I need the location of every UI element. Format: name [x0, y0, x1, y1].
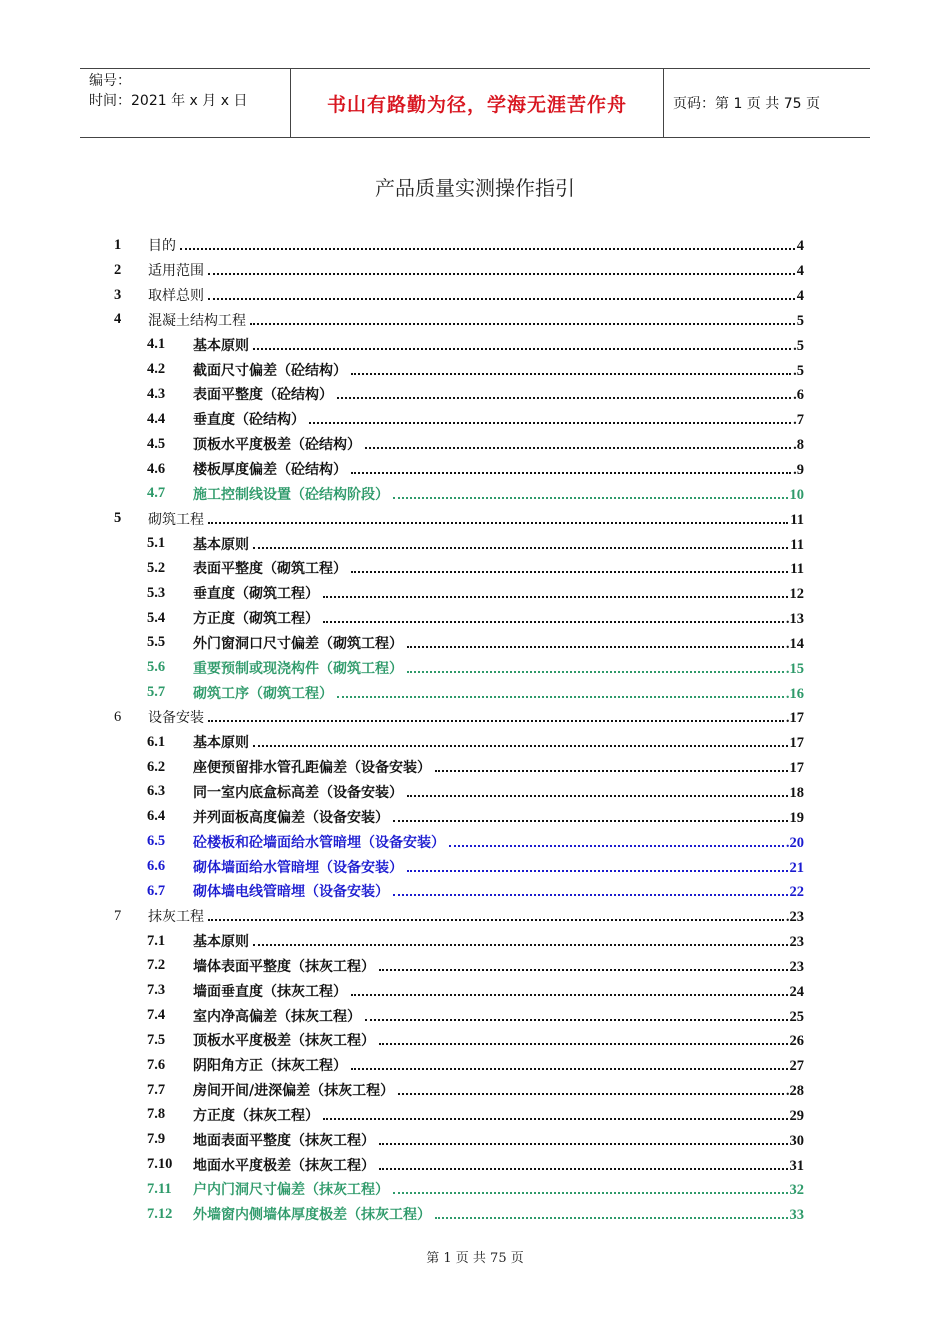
toc-entry-line	[193, 335, 804, 355]
toc-entry[interactable]	[0, 854, 950, 879]
toc-entry[interactable]	[0, 1028, 950, 1053]
toc-entry-label: 设备安装	[148, 710, 204, 727]
toc-entry[interactable]	[0, 631, 950, 656]
toc-entry[interactable]	[0, 506, 950, 531]
toc-entry-label: 楼板厚度偏差（砼结构）	[193, 462, 347, 479]
toc-entry-label: 外门窗洞口尺寸偏差（砌筑工程）	[193, 635, 403, 652]
toc-entry-label: 表面平整度（砼结构）	[193, 387, 333, 404]
toc-entry-label: 垂直度（砌筑工程）	[193, 586, 319, 603]
toc-entry[interactable]	[0, 357, 950, 382]
toc-entry-page: 11	[790, 536, 804, 553]
toc-entry-line	[193, 732, 804, 752]
toc-entry-label: 基本原则	[193, 337, 249, 354]
toc-leader-dots	[398, 1092, 784, 1095]
toc-entry-line	[193, 1055, 804, 1075]
toc-entry[interactable]	[0, 978, 950, 1003]
toc-entry-page: 17	[789, 735, 804, 752]
toc-entry-line	[193, 1130, 804, 1150]
toc-entry-page: .8	[793, 437, 804, 454]
toc-entry-label: 同一室内底盒标高差（设备安装）	[193, 784, 403, 801]
toc-entry-number: 4.2	[147, 361, 166, 378]
toc-leader-dots	[337, 695, 784, 698]
toc-entry-page: 10	[789, 486, 804, 503]
toc-entry-page: .23	[785, 909, 804, 926]
toc-entry-line	[193, 1179, 804, 1199]
toc-entry[interactable]	[0, 879, 950, 904]
toc-entry[interactable]	[0, 730, 950, 755]
toc-entry-line	[193, 807, 804, 827]
toc-entry-label: 砼楼板和砼墙面给水管暗埋（设备安装）	[193, 834, 445, 851]
toc-entry-number: 7.3	[147, 982, 166, 999]
toc-entry-label: 室内净高偏差（抹灰工程）	[193, 1008, 361, 1025]
toc-entry-line	[193, 1204, 804, 1224]
toc-entry-number: 6.5	[147, 833, 166, 850]
header-meta	[80, 69, 291, 137]
toc-entry-page: 29	[789, 1107, 804, 1124]
toc-entry[interactable]	[0, 432, 950, 457]
toc-entry-label: 基本原则	[193, 735, 249, 752]
toc-leader-dots	[323, 595, 788, 598]
toc-entry-page: 23	[789, 958, 804, 975]
toc-entry-label: 基本原则	[193, 934, 249, 951]
toc-leader-dots	[253, 546, 788, 549]
toc-entry-line	[148, 906, 804, 926]
page-footer: 第 1 页 共 75 页	[426, 1251, 524, 1266]
toc-entry-page: 4	[796, 288, 804, 305]
toc-entry-page: 19	[789, 809, 804, 826]
toc-entry-number: 7.1	[147, 932, 166, 949]
toc-entry[interactable]	[0, 829, 950, 854]
toc-entry-page: 4	[796, 238, 804, 255]
toc-entry-label: 施工控制线设置（砼结构阶段）	[193, 486, 389, 503]
toc-leader-dots	[208, 719, 784, 722]
toc-entry-label: 方正度（抹灰工程）	[193, 1107, 319, 1124]
toc-entry-number: 5.3	[147, 584, 166, 601]
toc-entry-label: 适用范围	[148, 263, 204, 280]
toc-entry-line	[148, 285, 804, 305]
toc-entry-page: .5	[793, 362, 804, 379]
toc-leader-dots	[365, 446, 791, 449]
toc-leader-dots	[365, 1018, 788, 1021]
toc-entry-number: 4	[114, 311, 122, 328]
toc-entry-label: 抹灰工程	[148, 909, 204, 926]
toc-entry-label: 混凝土结构工程	[148, 312, 246, 329]
toc-entry-line	[193, 409, 804, 429]
toc-entry-number: 4.7	[147, 485, 166, 502]
toc-entry[interactable]	[0, 1053, 950, 1078]
toc-entry[interactable]	[0, 556, 950, 581]
toc-entry-number: 4.3	[147, 385, 166, 402]
toc-entry-line	[193, 534, 804, 554]
toc-entry[interactable]	[0, 581, 950, 606]
header-serial: 编号：	[89, 73, 131, 89]
toc-entry-line	[148, 310, 804, 330]
toc-entry-label: 外墙窗内侧墙体厚度极差（抹灰工程）	[193, 1207, 431, 1224]
toc-entry-page: 22	[789, 884, 804, 901]
toc-entry[interactable]	[0, 755, 950, 780]
toc-entry-line	[193, 459, 804, 479]
toc-entry-line	[148, 260, 804, 280]
toc-entry-line	[148, 509, 804, 529]
toc-leader-dots	[323, 1117, 788, 1120]
toc-entry-line	[193, 857, 804, 877]
toc-entry-number: 2	[114, 261, 122, 278]
toc-leader-dots	[208, 918, 784, 921]
toc-entry-number: 6.1	[147, 733, 166, 750]
toc-leader-dots	[379, 1142, 788, 1145]
toc-entry-page: .20	[785, 834, 804, 851]
toc-entry-line	[193, 1080, 804, 1100]
toc-entry-page: .9	[793, 462, 804, 479]
toc-entry-number: 5.5	[147, 634, 166, 651]
toc-entry[interactable]	[0, 233, 950, 258]
toc-entry-number: 5.7	[147, 684, 166, 701]
toc-entry-page: 33	[789, 1207, 804, 1224]
toc-entry-page: .28	[785, 1083, 804, 1100]
toc-entry-number: 6.7	[147, 882, 166, 899]
toc-entry-number: 5.6	[147, 659, 166, 676]
toc-entry-page: 17	[789, 760, 804, 777]
toc-entry-label: 目的	[148, 238, 176, 255]
toc-entry-page: 30	[789, 1132, 804, 1149]
toc-entry-page: 26	[789, 1033, 804, 1050]
toc-entry[interactable]	[0, 332, 950, 357]
toc-entry-label: 座便预留排水管孔距偏差（设备安装）	[193, 760, 431, 777]
toc-entry-number: 6.2	[147, 758, 166, 775]
toc-entry-line	[148, 707, 804, 727]
toc-entry-number: 3	[114, 286, 122, 303]
toc-leader-dots	[351, 993, 788, 996]
document-title: 产品质量实测操作指引	[375, 176, 575, 200]
toc-entry-line	[193, 558, 804, 578]
toc-leader-dots	[393, 819, 788, 822]
toc-entry-label: 户内门洞尺寸偏差（抹灰工程）	[193, 1182, 389, 1199]
toc-entry[interactable]	[0, 680, 950, 705]
toc-entry[interactable]	[0, 1003, 950, 1028]
toc-entry-page: 32	[789, 1182, 804, 1199]
toc-entry-number: 4.6	[147, 460, 166, 477]
toc-entry-page: 24	[789, 983, 804, 1000]
toc-entry-page: 11	[790, 511, 804, 528]
toc-entry-label: 阴阳角方正（抹灰工程）	[193, 1058, 347, 1075]
toc-entry[interactable]	[0, 1127, 950, 1152]
toc-entry-label: 砌体墙电线管暗埋（设备安装）	[193, 884, 389, 901]
toc-entry-label: 地面水平度极差（抹灰工程）	[193, 1157, 375, 1174]
toc-entry[interactable]	[0, 308, 950, 333]
toc-leader-dots	[379, 1167, 788, 1170]
toc-entry-line	[193, 633, 804, 653]
toc-entry-number: 7.5	[147, 1031, 166, 1048]
header-date: 时间：2021 年 x 月 x 日	[89, 93, 248, 109]
toc-leader-dots	[407, 670, 784, 673]
toc-entry-label: 地面表面平整度（抹灰工程）	[193, 1132, 375, 1149]
toc-entry-number: 7.12	[147, 1205, 173, 1222]
toc-entry[interactable]	[0, 655, 950, 680]
toc-entry-number: 6	[114, 708, 122, 725]
toc-entry-page: 27	[789, 1058, 804, 1075]
toc-leader-dots	[208, 521, 788, 524]
toc-entry-line	[193, 658, 804, 678]
toc-entry-line	[193, 1105, 804, 1125]
toc-leader-dots	[379, 968, 788, 971]
toc-entry-page: .5	[793, 337, 804, 354]
toc-leader-dots	[337, 396, 791, 399]
table-of-contents	[0, 233, 950, 1227]
toc-leader-dots	[250, 322, 795, 325]
toc-entry[interactable]	[0, 904, 950, 929]
toc-leader-dots	[253, 347, 791, 350]
toc-entry-label: 方正度（砌筑工程）	[193, 611, 319, 628]
toc-entry[interactable]	[0, 1103, 950, 1128]
toc-entry-page: 23	[789, 934, 804, 951]
toc-leader-dots	[407, 794, 788, 797]
toc-entry[interactable]	[0, 705, 950, 730]
toc-entry-line	[193, 956, 804, 976]
toc-entry-label: 顶板水平度极差（抹灰工程）	[193, 1033, 375, 1050]
toc-leader-dots	[253, 943, 788, 946]
toc-leader-dots	[208, 272, 795, 275]
toc-entry-page: 25	[789, 1008, 804, 1025]
toc-entry-line	[193, 1155, 804, 1175]
toc-entry-number: 7	[114, 907, 122, 924]
toc-entry-line	[193, 360, 804, 380]
toc-entry-page: .16	[785, 685, 804, 702]
toc-entry-number: 6.3	[147, 783, 166, 800]
toc-entry[interactable]	[0, 1152, 950, 1177]
toc-entry-number: 7.4	[147, 1007, 166, 1024]
toc-entry-number: 5.2	[147, 559, 166, 576]
toc-entry[interactable]	[0, 382, 950, 407]
toc-leader-dots	[351, 471, 791, 474]
page-header	[80, 68, 870, 138]
toc-entry-page: 31	[789, 1157, 804, 1174]
toc-entry-label: 垂直度（砼结构）	[193, 412, 305, 429]
toc-entry[interactable]	[0, 1177, 950, 1202]
toc-entry-number: 7.2	[147, 957, 166, 974]
toc-leader-dots	[393, 893, 788, 896]
toc-entry-line	[193, 931, 804, 951]
toc-entry[interactable]	[0, 457, 950, 482]
toc-entry-number: 6.6	[147, 858, 166, 875]
toc-entry-page: .15	[785, 660, 804, 677]
toc-entry-line	[193, 608, 804, 628]
toc-entry-label: 基本原则	[193, 536, 249, 553]
header-motto: 书山有路勤为径，学海无涯苦作舟	[291, 69, 664, 137]
toc-entry-line	[193, 782, 804, 802]
toc-leader-dots	[379, 1042, 788, 1045]
toc-entry-line	[193, 683, 804, 703]
toc-entry-line	[193, 832, 804, 852]
toc-entry-number: 7.9	[147, 1131, 166, 1148]
toc-entry-label: 砌筑工序（砌筑工程）	[193, 685, 333, 702]
toc-entry-number: 6.4	[147, 808, 166, 825]
toc-entry-label: 表面平整度（砌筑工程）	[193, 561, 347, 578]
toc-entry-label: 墙面垂直度（抹灰工程）	[193, 983, 347, 1000]
toc-entry-line	[148, 235, 804, 255]
toc-entry-number: 5.1	[147, 535, 166, 552]
toc-entry-label: 砌筑工程	[148, 511, 204, 528]
toc-leader-dots	[351, 372, 791, 375]
toc-entry[interactable]	[0, 258, 950, 283]
toc-entry-page: .7	[793, 412, 804, 429]
toc-entry[interactable]	[0, 407, 950, 432]
toc-entry-number: 1	[114, 236, 122, 253]
toc-entry[interactable]	[0, 804, 950, 829]
toc-leader-dots	[208, 297, 795, 300]
toc-entry-number: 7.7	[147, 1081, 166, 1098]
toc-entry-number: 4.5	[147, 435, 166, 452]
toc-entry-page: .6	[793, 387, 804, 404]
toc-leader-dots	[180, 247, 795, 250]
toc-leader-dots	[323, 620, 784, 623]
toc-entry-number: 5.4	[147, 609, 166, 626]
toc-leader-dots	[407, 645, 784, 648]
toc-entry-label: 截面尺寸偏差（砼结构）	[193, 362, 347, 379]
toc-entry-line	[193, 384, 804, 404]
toc-entry-page: 18	[789, 784, 804, 801]
toc-entry[interactable]	[0, 929, 950, 954]
toc-leader-dots	[449, 844, 784, 847]
toc-leader-dots	[309, 421, 791, 424]
toc-entry-line	[193, 434, 804, 454]
toc-entry-line	[193, 1030, 804, 1050]
toc-entry-label: 房间开间/进深偏差（抹灰工程）	[193, 1083, 395, 1100]
toc-entry-label: 顶板水平度极差（砼结构）	[193, 437, 361, 454]
toc-entry[interactable]	[0, 953, 950, 978]
toc-entry-label: 取样总则	[148, 288, 204, 305]
toc-entry-page: 21	[789, 859, 804, 876]
toc-entry-line	[193, 757, 804, 777]
toc-leader-dots	[253, 744, 788, 747]
toc-entry-page: 11	[790, 561, 804, 578]
toc-entry-page: .17	[785, 710, 804, 727]
toc-entry[interactable]	[0, 1202, 950, 1227]
toc-entry[interactable]	[0, 283, 950, 308]
toc-entry-label: 并列面板高度偏差（设备安装）	[193, 809, 389, 826]
toc-entry-page: 4	[796, 263, 804, 280]
toc-entry-number: 5	[114, 510, 122, 527]
toc-entry[interactable]	[0, 481, 950, 506]
toc-leader-dots	[351, 1067, 788, 1070]
toc-leader-dots	[435, 1216, 788, 1219]
toc-entry-number: 7.11	[147, 1180, 172, 1197]
toc-entry-label: 重要预制或现浇构件（砌筑工程）	[193, 660, 403, 677]
toc-entry[interactable]	[0, 531, 950, 556]
toc-entry-line	[193, 1006, 804, 1026]
toc-entry[interactable]	[0, 1078, 950, 1103]
toc-entry-line	[193, 981, 804, 1001]
toc-leader-dots	[435, 769, 788, 772]
toc-entry-page: .13	[785, 611, 804, 628]
toc-entry[interactable]	[0, 780, 950, 805]
toc-leader-dots	[393, 1191, 788, 1194]
toc-leader-dots	[351, 570, 788, 573]
toc-entry-page: 5	[796, 312, 804, 329]
toc-entry-label: 砌体墙面给水管暗埋（设备安装）	[193, 859, 403, 876]
toc-entry-line	[193, 881, 804, 901]
header-page-number: 页码：第 1 页 共 75 页	[673, 96, 820, 112]
toc-entry-number: 7.10	[147, 1156, 173, 1173]
toc-entry-line	[193, 583, 804, 603]
toc-entry-line	[193, 484, 804, 504]
toc-entry-number: 4.1	[147, 336, 166, 353]
toc-leader-dots	[393, 496, 788, 499]
toc-entry-number: 7.6	[147, 1056, 166, 1073]
toc-entry-page: 12	[789, 586, 804, 603]
toc-entry[interactable]	[0, 606, 950, 631]
toc-entry-page: .14	[785, 635, 804, 652]
toc-leader-dots	[407, 869, 788, 872]
toc-entry-number: 4.4	[147, 410, 166, 427]
toc-entry-label: 墙体表面平整度（抹灰工程）	[193, 958, 375, 975]
toc-entry-number: 7.8	[147, 1106, 166, 1123]
